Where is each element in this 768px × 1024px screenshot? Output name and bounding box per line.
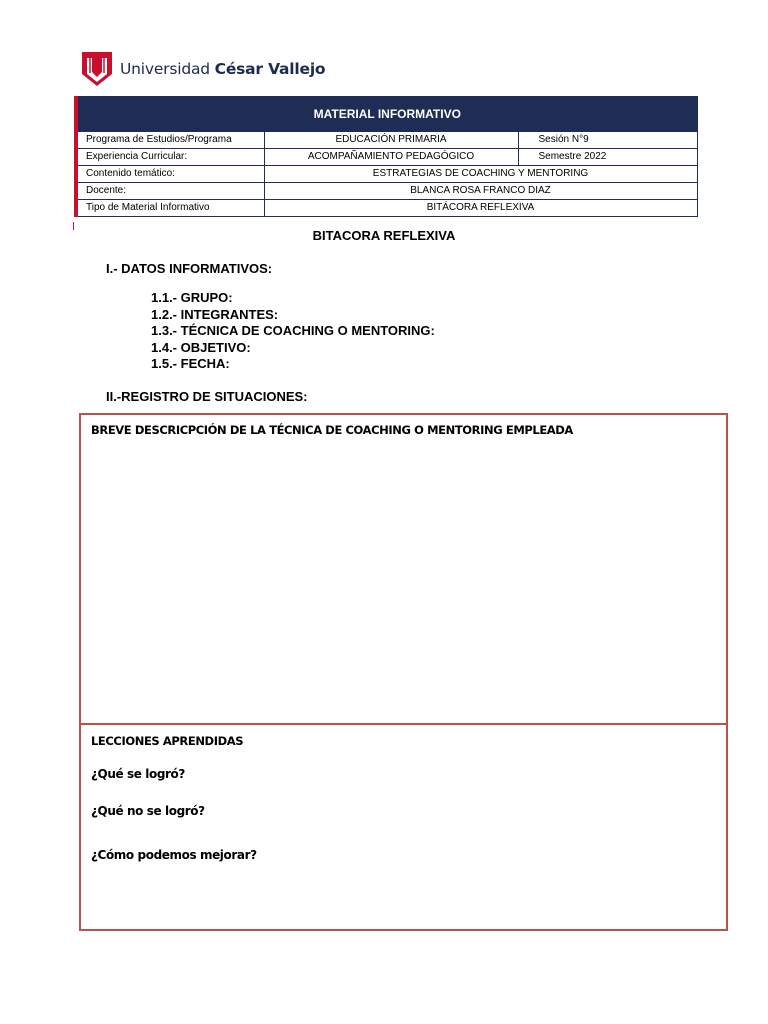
question-achieved: ¿Qué se logró?: [91, 767, 185, 781]
row-extra: Semestre 2022: [518, 149, 697, 166]
row-value: BLANCA ROSA FRANCO DIAZ: [264, 183, 697, 200]
row-value: BITÁCORA REFLEXIVA: [264, 200, 697, 217]
row-value: ESTRATEGIAS DE COACHING Y MENTORING: [264, 166, 697, 183]
table-row: [76, 132, 697, 149]
table-row: [76, 166, 697, 183]
row-value: ACOMPAÑAMIENTO PEDAGÓGICO: [264, 149, 518, 166]
list-item: 1.5.- FECHA:: [151, 356, 230, 371]
row-label: Tipo de Material Informativo: [76, 200, 264, 217]
description-box[interactable]: [79, 413, 728, 725]
list-item: 1.2.- INTEGRANTES:: [151, 306, 279, 322]
row-value: EDUCACIÓN PRIMARIA: [264, 132, 518, 149]
list-item: 1.1.- GRUPO:: [151, 290, 233, 305]
description-box-label: BREVE DESCRICPCIÓN DE LA TÉCNICA DE COACHING O MENTORING EMPLEADA: [91, 423, 573, 437]
datos-list: [151, 290, 435, 373]
question-not-achieved: ¿Qué no se logró?: [91, 804, 205, 818]
document-title: BITACORA REFLEXIVA: [312, 228, 456, 243]
table-title: MATERIAL INFORMATIVO: [76, 97, 697, 132]
row-extra: Sesión N°9: [518, 132, 697, 149]
table-row: [76, 149, 697, 166]
section-heading-registro: II.-REGISTRO DE SITUACIONES:: [106, 389, 308, 404]
row-label: Experiencia Curricular:: [76, 149, 264, 166]
lessons-box[interactable]: [79, 723, 728, 931]
list-item: 1.4.- OBJETIVO:: [151, 339, 251, 355]
table-row: [76, 183, 697, 200]
ucv-shield-icon: [82, 52, 112, 86]
question-improve: ¿Cómo podemos mejorar?: [91, 848, 257, 862]
material-info-table: [74, 96, 698, 217]
list-item: 1.3.- TÉCNICA DE COACHING O MENTORING:: [151, 323, 435, 338]
university-logo: [82, 52, 325, 86]
section-heading-datos: I.- DATOS INFORMATIVOS:: [106, 261, 273, 276]
lessons-box-label: LECCIONES APRENDIDAS: [91, 734, 244, 748]
row-label: Programa de Estudios/Programa: [76, 132, 264, 149]
row-label: Contenido temático:: [76, 166, 264, 183]
university-name: Universidad César Vallejo: [120, 60, 326, 78]
table-row: [76, 200, 697, 217]
row-label: Docente:: [76, 183, 264, 200]
